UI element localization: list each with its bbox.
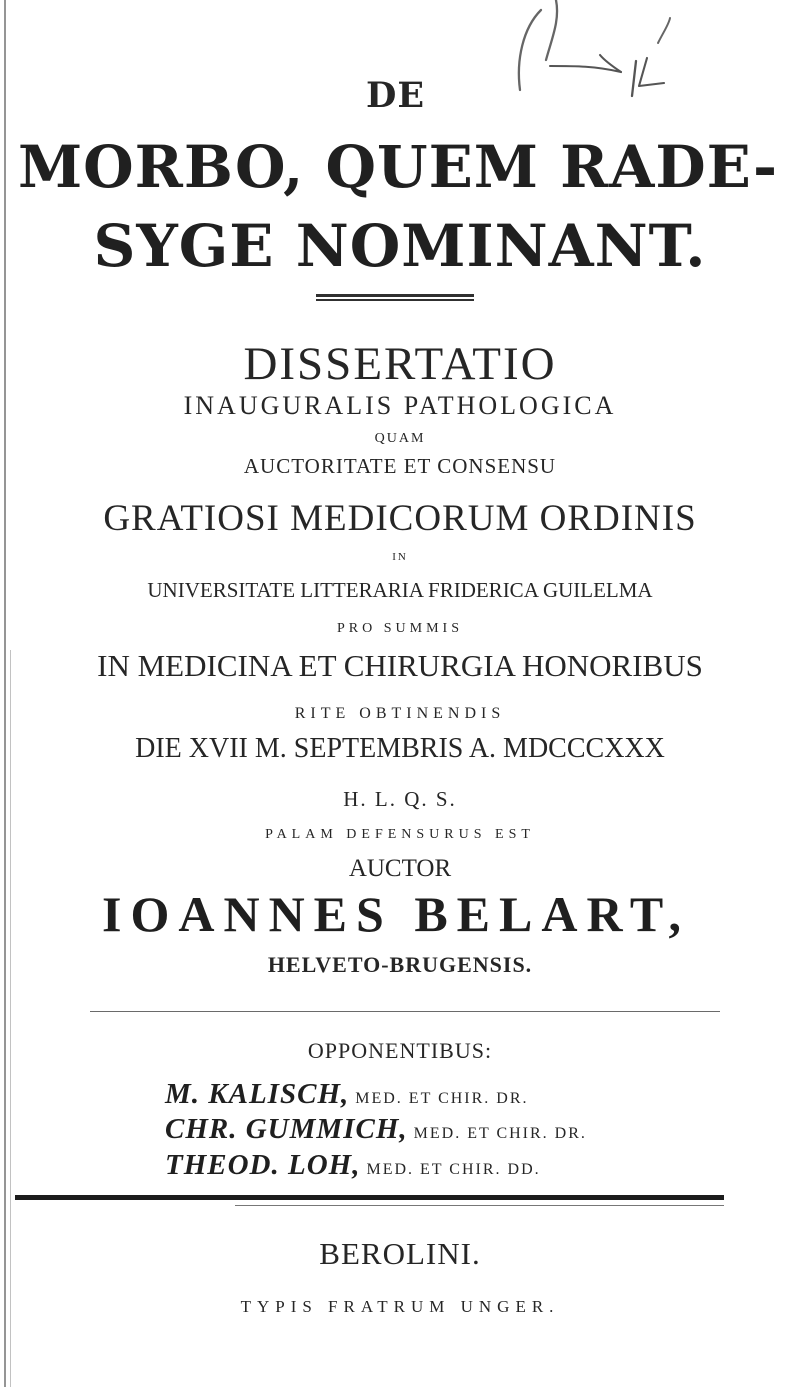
main-title-line-2: SYGE NOMINANT. <box>93 212 707 280</box>
opponent-row <box>165 1115 785 1144</box>
opponent-title: MED. ET CHIR. DD. <box>366 1161 541 1178</box>
opponent-name: M. KALISCH, <box>165 1078 350 1110</box>
imprint-city: BEROLINI. <box>319 1236 481 1271</box>
opponent-title: MED. ET CHIR. DR. <box>355 1090 529 1107</box>
date-line: DIE XVII M. SEPTEMBRIS A. MDCCCXXX <box>135 733 665 764</box>
handwritten-note <box>498 0 670 110</box>
auctor-line: AUCTOR <box>348 855 452 882</box>
heading-de: DE <box>366 75 426 116</box>
opponent-title: MED. ET CHIR. DR. <box>413 1125 587 1142</box>
palam-line: PALAM DEFENSURUS EST <box>265 827 535 842</box>
in-line: IN <box>392 551 408 563</box>
section-rule <box>90 1011 720 1012</box>
author-origin: HELVETO-BRUGENSIS. <box>267 952 533 977</box>
universitate-line: UNIVERSITATE LITTERARIA FRIDERICA GUILELMA <box>147 578 653 602</box>
main-title-line-1: MORBO, QUEM RADE- <box>17 133 779 201</box>
rite-line: RITE OBTINENDIS <box>294 705 506 722</box>
gratiosi-line: GRATIOSI MEDICORUM ORDINIS <box>103 498 697 539</box>
opponent-name: THEOD. LOH, <box>165 1149 361 1181</box>
title-rule-top <box>316 294 474 297</box>
thin-rule <box>235 1205 724 1206</box>
left-margin-rule <box>4 0 6 1387</box>
in-medicina-line: IN MEDICINA ET CHIRURGIA HONORIBUS <box>97 648 703 683</box>
opponent-row <box>165 1151 785 1180</box>
pro-summis-line: PRO SUMMIS <box>337 621 463 636</box>
heavy-rule <box>15 1195 724 1200</box>
imprint-printer: TYPIS FRATRUM UNGER. <box>240 1297 560 1316</box>
quam-line: QUAM <box>374 431 426 446</box>
inauguralis-line: INAUGURALIS PATHOLOGICA <box>183 391 617 420</box>
opponent-name: CHR. GUMMICH, <box>165 1113 408 1145</box>
opponents-heading: OPPONENTIBUS: <box>307 1038 493 1063</box>
hlqs-line: H. L. Q. S. <box>343 787 457 811</box>
dissertatio-heading: DISSERTATIO <box>243 338 557 390</box>
title-rule-bottom <box>316 299 474 301</box>
author-name: IOANNES BELART, <box>102 886 690 942</box>
auctoritate-line: AUCTORITATE ET CONSENSU <box>243 454 557 478</box>
opponent-row <box>165 1080 785 1109</box>
